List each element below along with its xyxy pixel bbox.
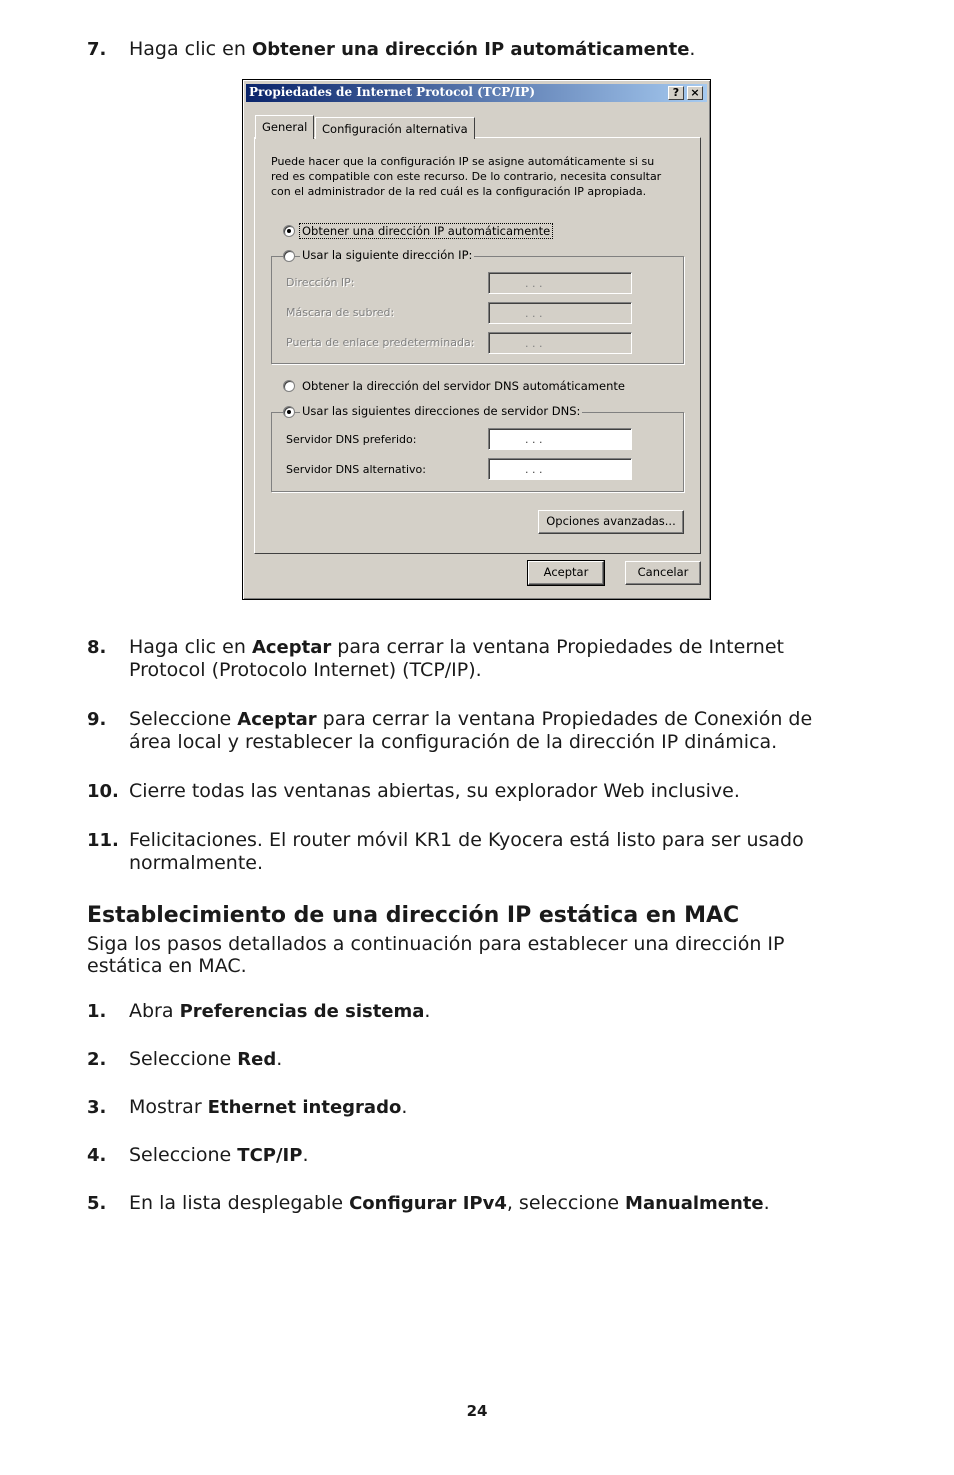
radio-manual-ip[interactable] bbox=[283, 250, 295, 262]
step-text: Mostrar Ethernet integrado. bbox=[129, 1096, 408, 1118]
dialog-title: Propiedades de Internet Protocol (TCP/IP) bbox=[249, 85, 536, 99]
step-8 bbox=[87, 636, 847, 682]
step-number: 8. bbox=[87, 637, 107, 658]
advanced-options-button[interactable]: Opciones avanzadas... bbox=[538, 510, 684, 534]
alternate-dns-label: Servidor DNS alternativo: bbox=[286, 463, 426, 476]
step-text: Seleccione TCP/IP. bbox=[129, 1144, 309, 1166]
tcpip-properties-dialog bbox=[242, 79, 711, 600]
dns-group bbox=[271, 412, 684, 492]
step-number: 1. bbox=[87, 1001, 107, 1022]
step-number: 3. bbox=[87, 1097, 107, 1118]
step-text: Seleccione Aceptar para cerrar la ventana Propiedades de Conexión de área local y restablecer la configuración de la dirección IP dinámica. bbox=[129, 708, 813, 753]
step-text: Haga clic en Aceptar para cerrar la ventana Propiedades de Internet Protocol (Protocolo Internet) (TCP/IP). bbox=[129, 636, 784, 681]
dialog-titlebar bbox=[246, 84, 707, 102]
step-11 bbox=[87, 829, 847, 875]
step-text: Felicitaciones. El router móvil KR1 de Kyocera está listo para ser usado normalmente. bbox=[129, 829, 804, 874]
step-text: Cierre todas las ventanas abiertas, su explorador Web inclusive. bbox=[129, 780, 740, 802]
dialog-description: Puede hacer que la configuración IP se asigne automáticamente si su red es compatible con este recurso. De lo contrario, necesita consultar con el administrador de la red cuál es la configuración IP apropiada. bbox=[271, 155, 662, 198]
step-7 bbox=[87, 38, 847, 61]
cancel-button[interactable]: Cancelar bbox=[625, 561, 701, 585]
step-text: Abra Preferencias de sistema. bbox=[129, 1000, 431, 1022]
mac-step-5 bbox=[87, 1192, 847, 1215]
radio-auto-dns[interactable] bbox=[283, 380, 295, 392]
tab-alternate-config[interactable]: Configuración alternativa bbox=[315, 117, 475, 139]
step-number: 11. bbox=[87, 830, 119, 851]
mac-step-1 bbox=[87, 1000, 847, 1023]
preferred-dns-field[interactable]: . . . bbox=[488, 428, 632, 450]
ip-address-label: Dirección IP: bbox=[286, 276, 355, 289]
section-heading: Establecimiento de una dirección IP estática en MAC bbox=[87, 903, 740, 928]
default-gateway-field: . . . bbox=[488, 332, 632, 354]
step-text: Haga clic en Obtener una dirección IP automáticamente. bbox=[129, 38, 696, 60]
radio-dot bbox=[287, 229, 291, 233]
section-intro: Siga los pasos detallados a continuación para establecer una dirección IP estática en MAC. bbox=[87, 933, 785, 977]
alternate-dns-field[interactable]: . . . bbox=[488, 458, 632, 480]
default-gateway-label: Puerta de enlace predeterminada: bbox=[286, 336, 475, 349]
preferred-dns-label: Servidor DNS preferido: bbox=[286, 433, 417, 446]
step-10 bbox=[87, 780, 847, 803]
radio-auto-dns-label[interactable]: Obtener la dirección del servidor DNS automáticamente bbox=[302, 379, 625, 393]
mac-step-3 bbox=[87, 1096, 847, 1119]
radio-dot bbox=[287, 410, 291, 414]
ip-address-field: . . . bbox=[488, 272, 632, 294]
ok-button[interactable]: Aceptar bbox=[528, 561, 604, 585]
radio-manual-ip-label[interactable]: Usar la siguiente dirección IP: bbox=[302, 248, 473, 262]
subnet-mask-field: . . . bbox=[488, 302, 632, 324]
radio-auto-ip-label[interactable]: Obtener una dirección IP automáticamente bbox=[302, 224, 551, 238]
step-number: 2. bbox=[87, 1049, 107, 1070]
step-number: 4. bbox=[87, 1145, 107, 1166]
step-number: 9. bbox=[87, 709, 107, 730]
mac-step-2 bbox=[87, 1048, 847, 1071]
help-button[interactable]: ? bbox=[668, 86, 684, 100]
step-number: 10. bbox=[87, 781, 119, 802]
radio-manual-dns[interactable] bbox=[283, 406, 295, 418]
mac-step-4 bbox=[87, 1144, 847, 1167]
radio-manual-dns-label[interactable]: Usar las siguientes direcciones de servidor DNS: bbox=[302, 404, 581, 418]
subnet-mask-label: Máscara de subred: bbox=[286, 306, 395, 319]
close-button[interactable]: × bbox=[687, 86, 703, 100]
step-9 bbox=[87, 708, 847, 754]
step-number: 5. bbox=[87, 1193, 107, 1214]
step-text: Seleccione Red. bbox=[129, 1048, 283, 1070]
step-number: 7. bbox=[87, 39, 107, 60]
page-number: 24 bbox=[466, 1402, 488, 1420]
step-text: En la lista desplegable Configurar IPv4, seleccione Manualmente. bbox=[129, 1192, 770, 1214]
tab-general[interactable]: General bbox=[255, 115, 314, 139]
radio-auto-ip[interactable] bbox=[283, 225, 295, 237]
